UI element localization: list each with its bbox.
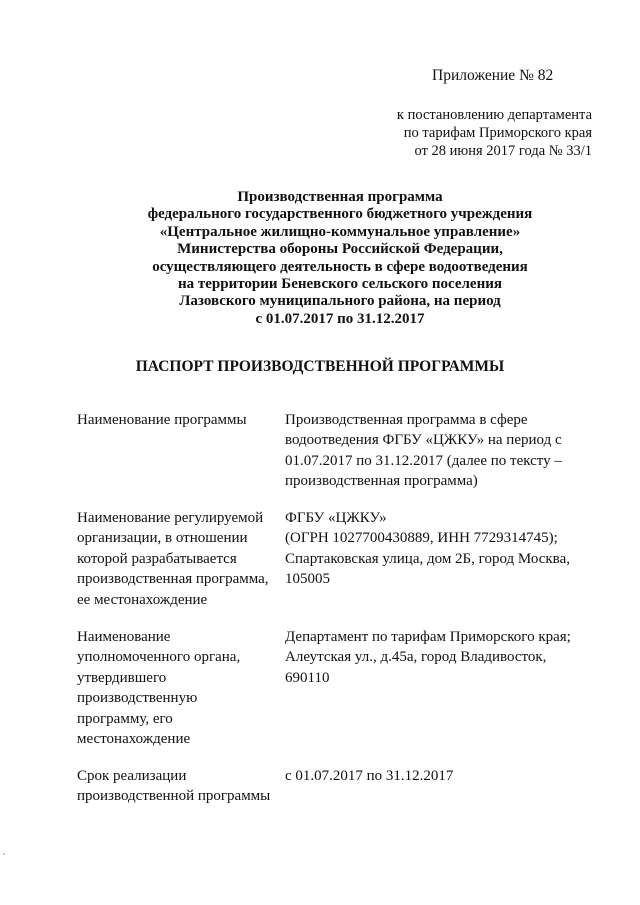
value-line: 01.07.2017 по 31.12.2017 (далее по тексту – — [285, 452, 562, 469]
label-line: производственную — [77, 690, 198, 707]
value-line: ФГБУ «ЦЖКУ» — [285, 510, 387, 526]
value-line: с 01.07.2017 по 31.12.2017 — [285, 768, 454, 784]
program-title-line: на территории Беневского сельского поселения — [178, 276, 502, 293]
appendix-reference-line: от 28 июня 2017 года № 33/1 — [414, 143, 592, 159]
appendix-reference-line: к постановлению департамента — [396, 107, 592, 123]
value-line: (ОГРН 1027700430889, ИНН 7729314745); — [285, 530, 558, 547]
passport-row-value — [285, 508, 585, 590]
program-title — [120, 189, 560, 328]
label-line: Срок реализации — [77, 768, 187, 784]
scan-speck — [3, 853, 5, 855]
passport-heading: ПАСПОРТ ПРОИЗВОДСТВЕННОЙ ПРОГРАММЫ — [135, 358, 505, 375]
program-title-line: Министерства обороны Российской Федерации, — [177, 241, 503, 258]
program-title-line: Производственная программа — [237, 189, 443, 205]
label-line: ее местонахождение — [77, 591, 208, 608]
value-line: водоотведения ФГБУ «ЦЖКУ» на период с — [285, 432, 562, 449]
passport-row-value — [285, 766, 585, 786]
label-line: Наименование программы — [77, 412, 247, 428]
label-line: утвердившего — [77, 669, 167, 686]
program-title-line: осуществляющего деятельность в сфере водоотведения — [152, 258, 528, 275]
passport-row-value — [285, 410, 585, 492]
program-title-line: федерального государственного бюджетного учреждения — [147, 206, 533, 223]
passport-row-label — [77, 508, 277, 610]
value-line: Департамент по тарифам Приморского края; — [285, 629, 571, 645]
label-line: производственной программы — [77, 788, 271, 805]
label-line: уполномоченного органа, — [77, 649, 241, 666]
passport-row-label — [77, 766, 277, 807]
appendix-reference-line: по тарифам Приморского края — [403, 125, 592, 141]
label-line: программу, его — [77, 710, 173, 727]
appendix-number: Приложение № 82 — [432, 67, 554, 84]
passport-row-label — [77, 410, 277, 430]
passport-row-label — [77, 627, 277, 749]
label-line: Наименование — [77, 629, 171, 645]
appendix-reference — [360, 106, 592, 160]
label-line: организации, в отношении — [77, 530, 248, 547]
passport-row-value — [285, 627, 585, 688]
program-title-line: Лазовского муниципального района, на период — [179, 293, 501, 310]
program-title-line: «Центральное жилищно-коммунальное управление» — [159, 223, 521, 240]
value-line: Производственная программа в сфере — [285, 412, 528, 428]
label-line: местонахождение — [77, 731, 191, 748]
label-line: Наименование регулируемой — [77, 510, 264, 526]
value-line: 690110 — [285, 669, 330, 686]
value-line: производственная программа) — [285, 473, 478, 490]
value-line: 105005 — [285, 571, 330, 588]
label-line: которой разрабатывается — [77, 550, 237, 567]
value-line: Спартаковская улица, дом 2Б, город Москва, — [285, 550, 570, 567]
program-title-line: с 01.07.2017 по 31.12.2017 — [255, 310, 425, 327]
value-line: Алеутская ул., д.45а, город Владивосток, — [285, 649, 547, 666]
label-line: производственная программа, — [77, 571, 269, 588]
